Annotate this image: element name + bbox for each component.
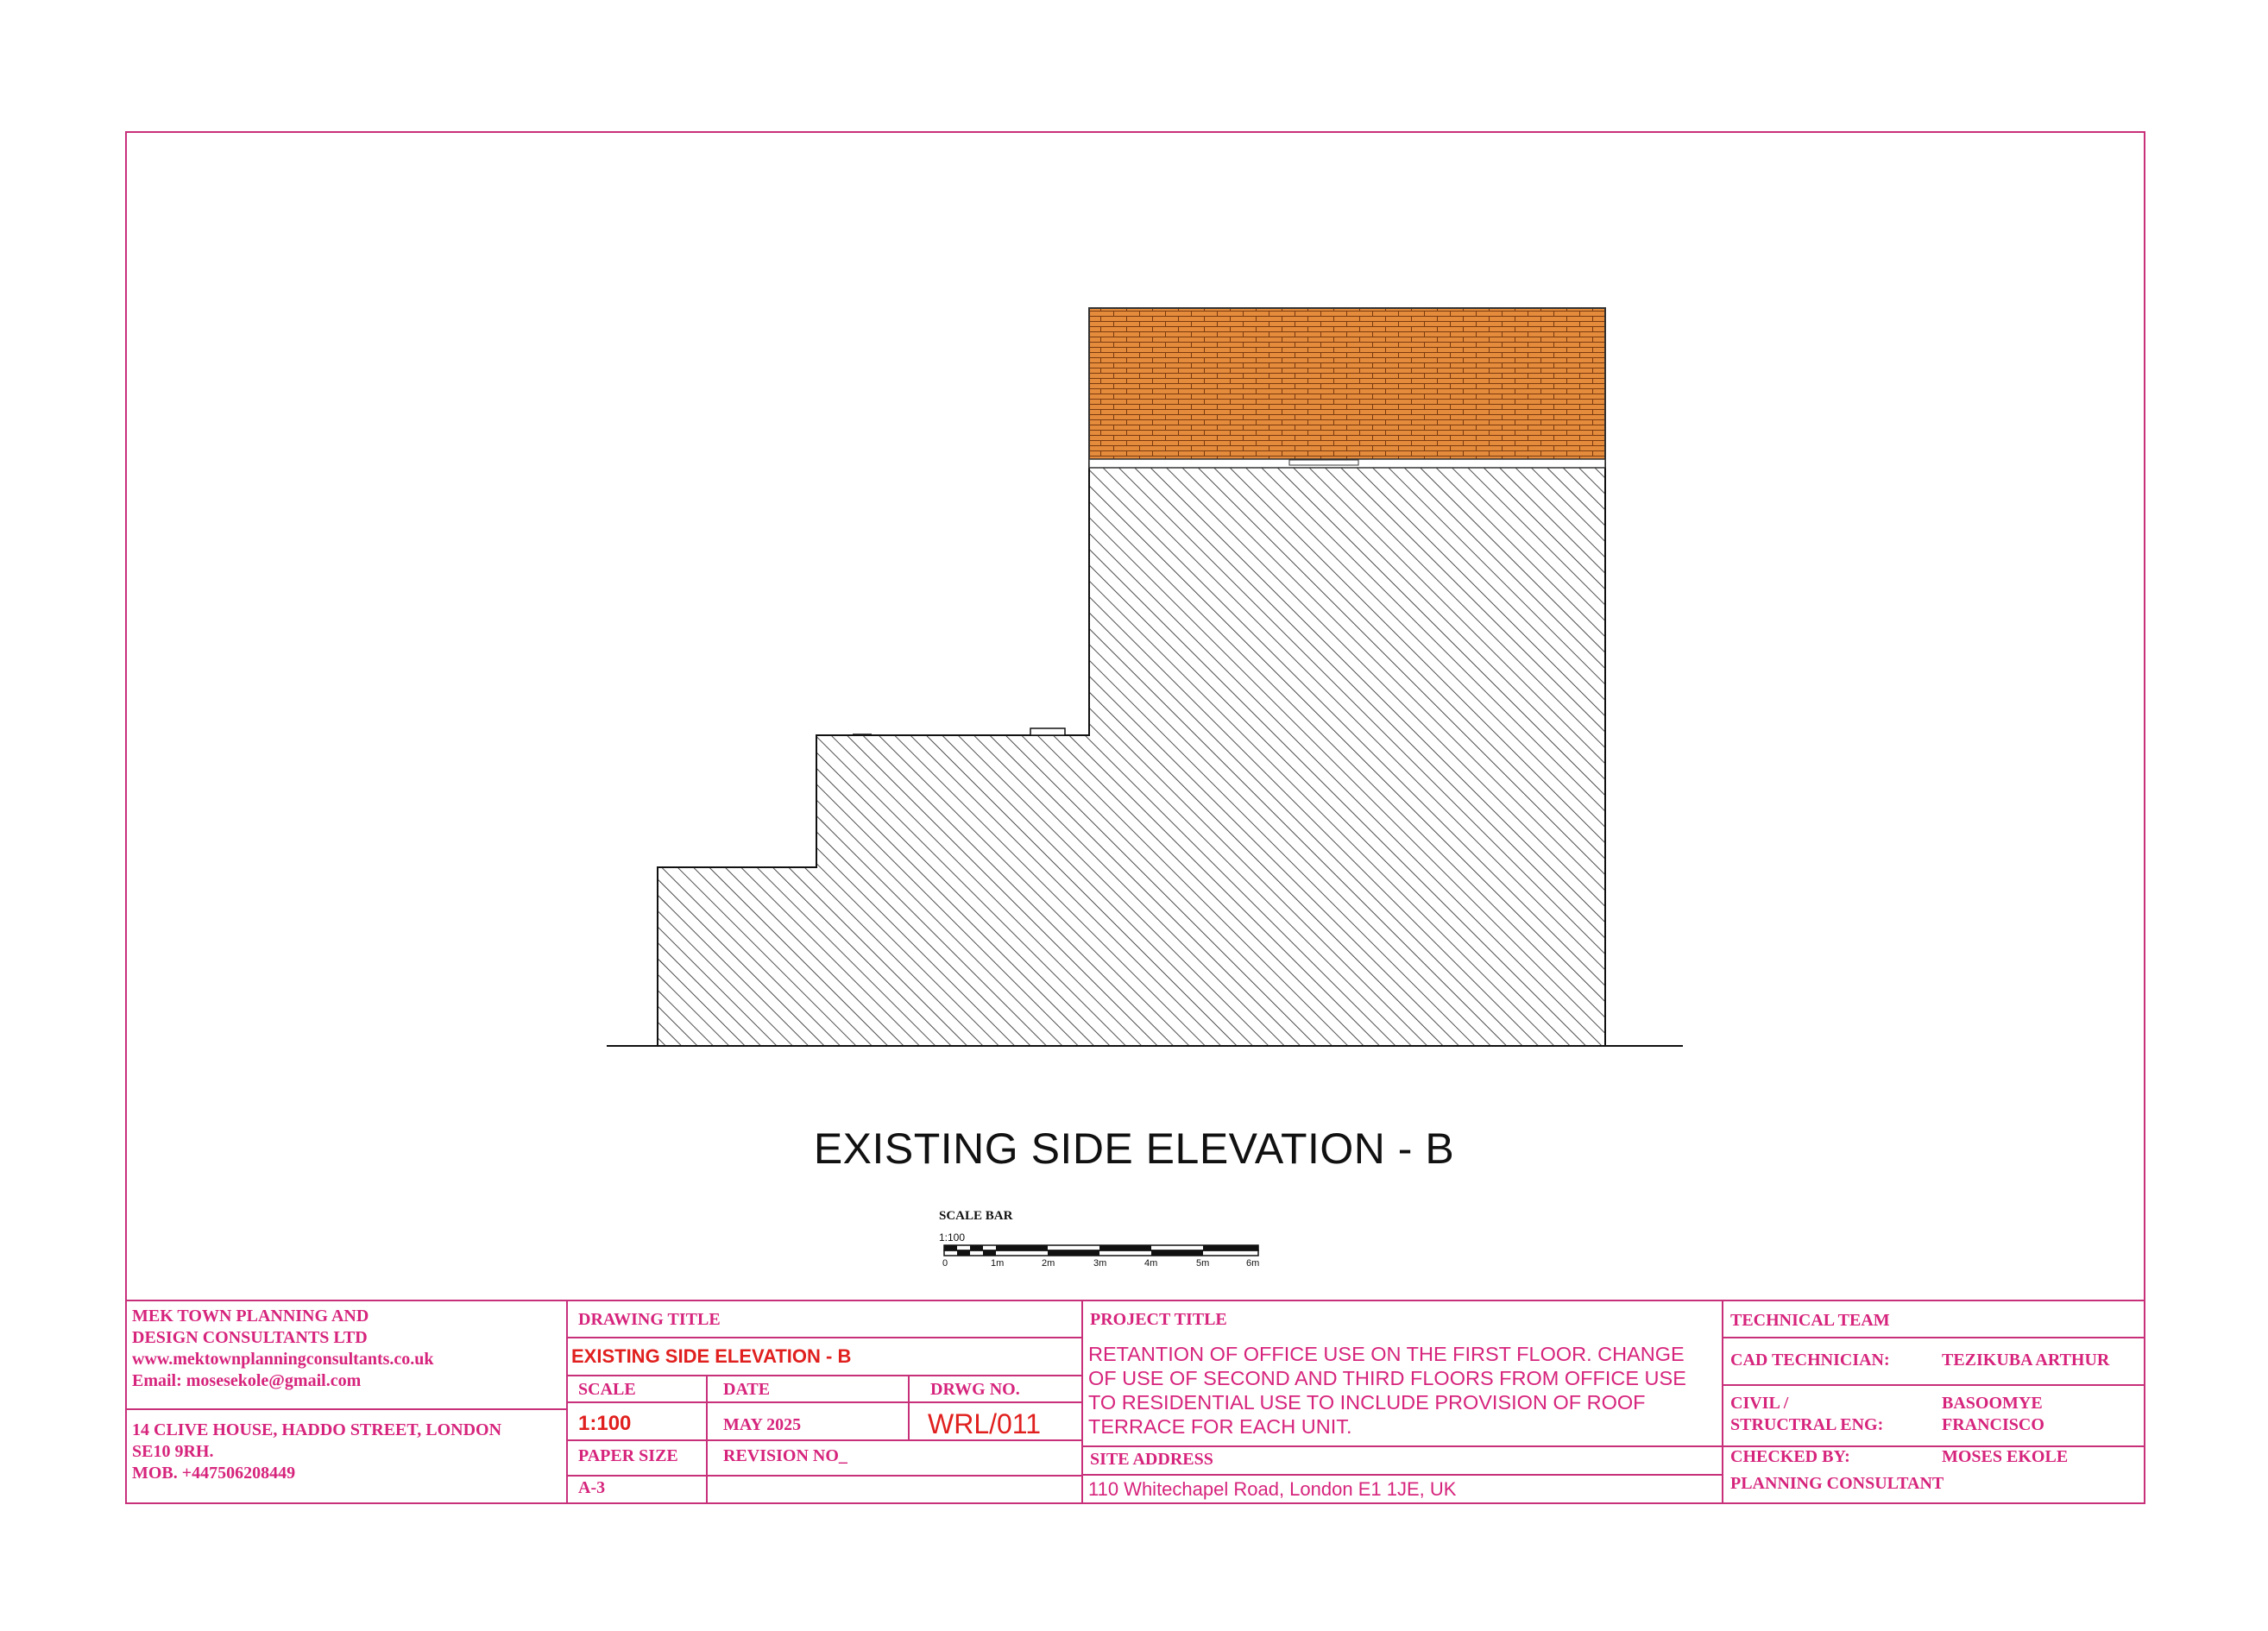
date-label: DATE [723, 1380, 771, 1399]
technical-team-label: TECHNICAL TEAM [1730, 1311, 1890, 1330]
drwg-no-label: DRWG NO. [930, 1380, 1020, 1399]
building-hatched-wall [658, 462, 1605, 1046]
tb-rule [125, 1408, 566, 1410]
revision-label: REVISION NO_ [723, 1446, 847, 1465]
scale-label-4m: 4m [1144, 1258, 1158, 1269]
site-address-value: 110 Whitechapel Road, London E1 1JE, UK [1088, 1478, 1457, 1500]
company-address-line1: 14 CLIVE HOUSE, HADDO STREET, LONDON [132, 1420, 502, 1439]
scale-bar-heading: SCALE BAR [939, 1209, 1013, 1223]
scale-label-5m: 5m [1196, 1258, 1210, 1269]
civil-value-2: FRANCISCO [1942, 1415, 2044, 1434]
civil-label-1: CIVIL / [1730, 1394, 1789, 1413]
tb-rule [1081, 1445, 1722, 1447]
tb-rule [566, 1337, 1081, 1338]
checked-by-label: CHECKED BY: [1730, 1447, 1850, 1466]
company-website[interactable]: www.mektownplanningconsultants.co.uk [132, 1350, 434, 1369]
parapet-detail [1030, 728, 1065, 735]
scale-bar-ratio: 1:100 [939, 1231, 966, 1244]
cad-technician-value: TEZIKUBA ARTHUR [1942, 1351, 2110, 1370]
project-title-line: OF USE OF SECOND AND THIRD FLOORS FROM OFFICE USE [1088, 1367, 1686, 1389]
scale-label-2m: 2m [1042, 1258, 1055, 1269]
project-title-line: RETANTION OF OFFICE USE ON THE FIRST FLOOR. CHANGE [1088, 1343, 1685, 1365]
company-address-line2: SE10 9RH. [132, 1442, 214, 1461]
paper-size-label: PAPER SIZE [578, 1446, 678, 1465]
civil-value-1: BASOOMYE [1942, 1394, 2043, 1413]
tb-divider [908, 1375, 910, 1439]
drawing-title-value: EXISTING SIDE ELEVATION - B [571, 1345, 852, 1367]
scale-label-1m: 1m [991, 1258, 1005, 1269]
cad-technician-label: CAD TECHNICIAN: [1730, 1351, 1890, 1370]
project-title-line: TERRACE FOR EACH UNIT. [1088, 1415, 1352, 1438]
tb-rule [566, 1401, 1081, 1403]
tb-rule [566, 1475, 1081, 1477]
tb-rule [1722, 1337, 2145, 1338]
scale-label-6m: 6m [1246, 1258, 1260, 1269]
company-email[interactable]: Email: mosesekole@gmail.com [132, 1371, 362, 1390]
project-title-text [1088, 1342, 1686, 1439]
planning-consultant-role: PLANNING CONSULTANT [1730, 1474, 1944, 1493]
drawing-title-label: DRAWING TITLE [578, 1310, 721, 1329]
tb-rule [1081, 1474, 1722, 1476]
company-name-line1: MEK TOWN PLANNING AND [132, 1307, 369, 1326]
site-address-label: SITE ADDRESS [1090, 1450, 1213, 1469]
scale-bar [944, 1245, 1258, 1256]
scale-label-3m: 3m [1093, 1258, 1107, 1269]
scale-value: 1:100 [578, 1412, 632, 1435]
brick-upper-storey [1089, 308, 1605, 462]
scale-label-0: 0 [942, 1258, 948, 1269]
project-title-line: TO RESIDENTIAL USE TO INCLUDE PROVISION OF ROOF [1088, 1391, 1646, 1414]
checked-by-value: MOSES EKOLE [1942, 1447, 2069, 1466]
drwg-no-value: WRL/011 [928, 1408, 1042, 1439]
tb-rule [566, 1375, 1081, 1376]
company-mobile: MOB. +447506208449 [132, 1464, 296, 1483]
cornice-gap [1289, 460, 1358, 465]
tb-divider [1722, 1300, 1723, 1504]
project-title-label: PROJECT TITLE [1090, 1310, 1227, 1329]
paper-size-value: A-3 [578, 1478, 606, 1497]
date-value: MAY 2025 [723, 1415, 802, 1434]
drawing-title: EXISTING SIDE ELEVATION - B [813, 1124, 1455, 1173]
company-name-line2: DESIGN CONSULTANTS LTD [132, 1328, 368, 1347]
scale-label: SCALE [578, 1380, 636, 1399]
tb-rule [1722, 1384, 2145, 1386]
civil-label-2: STRUCTRAL ENG: [1730, 1415, 1884, 1434]
